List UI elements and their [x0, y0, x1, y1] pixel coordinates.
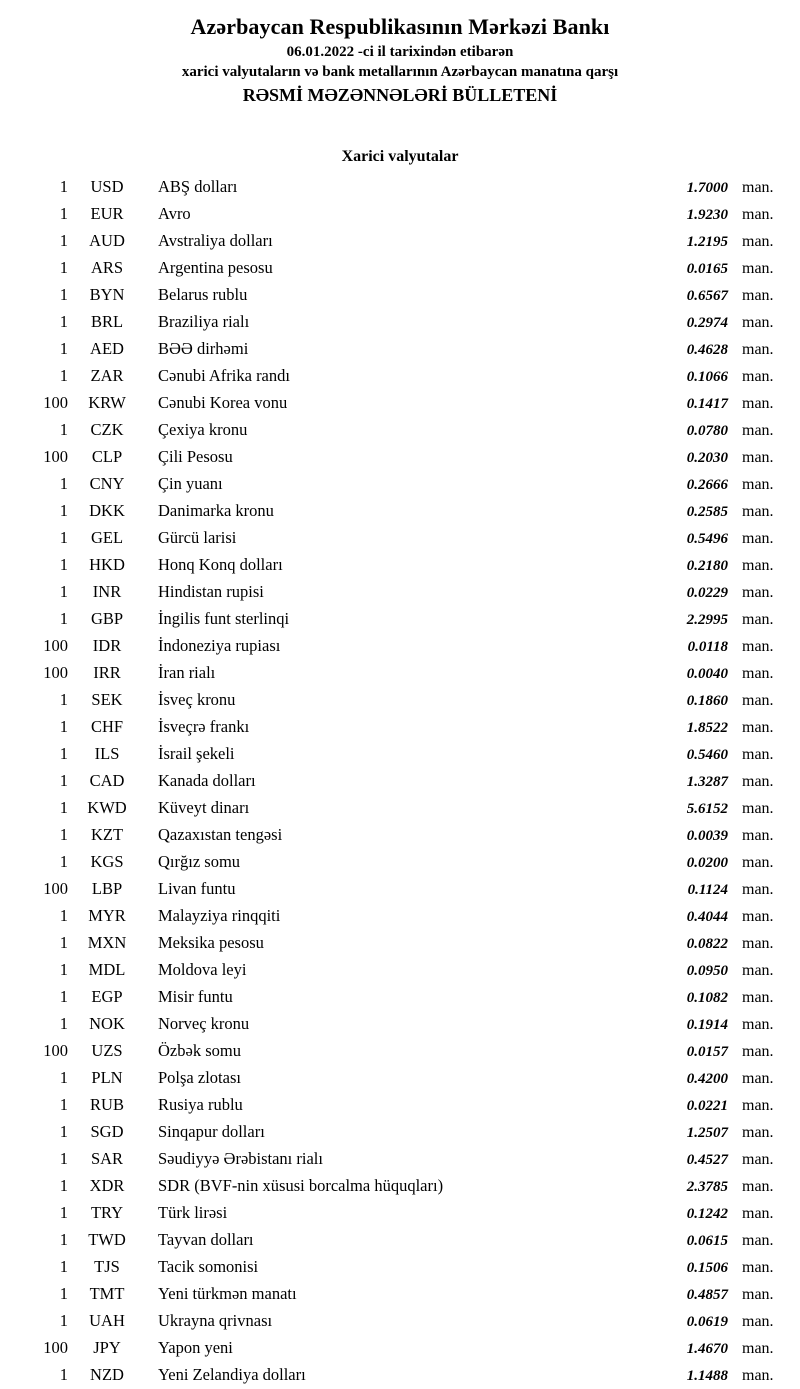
row-unit: man.	[742, 260, 774, 277]
row-rate: 0.4200	[686, 1071, 728, 1087]
row-unit: man.	[742, 422, 774, 439]
table-row	[0, 768, 800, 795]
row-rate: 1.7000	[686, 180, 728, 196]
row-amount: 1	[59, 1122, 68, 1141]
row-code: KRW	[88, 393, 126, 412]
row-rate: 0.2180	[686, 558, 728, 574]
row-rate: 0.0780	[686, 423, 728, 439]
table-row	[0, 525, 800, 552]
row-unit: man.	[742, 1340, 774, 1357]
table-row	[0, 984, 800, 1011]
row-amount: 1	[59, 312, 68, 331]
row-rate: 1.4670	[686, 1341, 728, 1357]
document-subtitle: xarici valyutaların və bank metallarının Azərbaycan manatına qarşı	[181, 64, 619, 80]
row-code: CHF	[90, 717, 124, 736]
table-row	[0, 282, 800, 309]
row-rate: 0.6567	[686, 288, 728, 304]
row-unit: man.	[742, 395, 774, 412]
row-code: SAR	[90, 1149, 124, 1168]
row-name: Ukrayna qrivnası	[158, 1311, 273, 1330]
row-rate: 0.4527	[686, 1152, 728, 1168]
row-amount: 1	[59, 1014, 68, 1033]
row-code: ARS	[90, 258, 124, 277]
row-unit: man.	[742, 341, 774, 358]
row-name: Yeni türkmən manatı	[158, 1284, 297, 1303]
row-code: NOK	[89, 1014, 125, 1033]
table-row	[0, 1065, 800, 1092]
row-amount: 1	[59, 366, 68, 385]
row-unit: man.	[742, 1205, 774, 1222]
row-amount: 1	[59, 339, 68, 358]
table-row	[0, 1254, 800, 1281]
row-code: CLP	[91, 447, 123, 466]
row-unit: man.	[742, 1313, 774, 1330]
row-rate: 0.1417	[686, 396, 728, 412]
row-rate: 0.4628	[686, 342, 728, 358]
row-rate: 0.1082	[686, 990, 728, 1006]
table-row	[0, 471, 800, 498]
row-unit: man.	[742, 1124, 774, 1141]
row-rate: 0.0822	[686, 936, 728, 952]
row-code: KGS	[90, 852, 124, 871]
row-amount: 1	[59, 555, 68, 574]
row-code: EGP	[91, 987, 123, 1006]
row-name: Küveyt dinarı	[158, 798, 250, 817]
row-unit: man.	[742, 530, 774, 547]
table-row	[0, 1281, 800, 1308]
table-row	[0, 363, 800, 390]
row-unit: man.	[742, 827, 774, 844]
row-rate: 0.0039	[686, 828, 728, 844]
row-name: Cənubi Afrika randı	[158, 366, 290, 385]
row-name: Çexiya kronu	[158, 420, 248, 439]
row-rate: 0.0118	[687, 639, 728, 655]
exchange-rates-table	[0, 174, 800, 1389]
row-name: İsrail şekeli	[158, 744, 235, 763]
table-row	[0, 741, 800, 768]
table-row	[0, 687, 800, 714]
table-row	[0, 822, 800, 849]
row-rate: 0.5496	[686, 531, 728, 547]
row-rate: 0.2585	[686, 504, 728, 520]
row-rate: 0.4044	[686, 909, 728, 925]
row-unit: man.	[742, 1043, 774, 1060]
row-unit: man.	[742, 233, 774, 250]
row-rate: 0.5460	[686, 747, 728, 763]
row-name: Özbək somu	[158, 1041, 241, 1060]
row-code: KWD	[87, 798, 127, 817]
table-row	[0, 1173, 800, 1200]
table-row	[0, 444, 800, 471]
row-rate: 1.9230	[686, 207, 728, 223]
table-row	[0, 174, 800, 201]
row-name: Meksika pesosu	[158, 933, 264, 952]
table-row	[0, 201, 800, 228]
row-code: AED	[90, 339, 124, 358]
table-row	[0, 228, 800, 255]
row-name: Qırğız somu	[158, 852, 241, 871]
row-unit: man.	[742, 1367, 774, 1384]
table-row	[0, 552, 800, 579]
row-unit: man.	[742, 854, 774, 871]
row-code: IRR	[93, 663, 121, 682]
row-code: NZD	[90, 1365, 124, 1384]
bank-title: Azərbaycan Respublikasının Mərkəzi Bankı	[190, 14, 610, 39]
row-unit: man.	[742, 935, 774, 952]
table-row	[0, 255, 800, 282]
row-name: Tacik somonisi	[158, 1257, 259, 1276]
row-rate: 0.1860	[686, 693, 728, 709]
row-code: CNY	[89, 474, 125, 493]
bulletin-heading: RƏSMİ MƏZƏNNƏLƏRİ BÜLLETENİ	[242, 85, 558, 105]
row-unit: man.	[742, 368, 774, 385]
row-unit: man.	[742, 1016, 774, 1033]
row-unit: man.	[742, 746, 774, 763]
row-rate: 0.0221	[686, 1098, 728, 1114]
row-name: İsveçrə frankı	[158, 717, 250, 736]
row-unit: man.	[742, 287, 774, 304]
table-row	[0, 1227, 800, 1254]
row-amount: 1	[59, 231, 68, 250]
row-amount: 1	[59, 204, 68, 223]
row-amount: 1	[59, 420, 68, 439]
row-name: Hindistan rupisi	[158, 582, 264, 601]
row-code: TJS	[94, 1257, 120, 1276]
table-row	[0, 309, 800, 336]
row-code: UAH	[89, 1311, 125, 1330]
row-amount: 100	[43, 447, 68, 466]
row-unit: man.	[742, 638, 774, 655]
row-name: Yapon yeni	[158, 1338, 233, 1357]
row-amount: 1	[59, 987, 68, 1006]
table-row	[0, 957, 800, 984]
row-name: Cənubi Korea vonu	[158, 393, 288, 412]
row-code: CZK	[90, 420, 124, 439]
row-rate: 1.8522	[686, 720, 728, 736]
row-unit: man.	[742, 1178, 774, 1195]
row-unit: man.	[742, 179, 774, 196]
row-code: SEK	[91, 690, 123, 709]
table-row	[0, 1092, 800, 1119]
row-amount: 100	[43, 663, 68, 682]
row-rate: 0.1914	[686, 1017, 728, 1033]
row-rate: 0.2974	[686, 315, 728, 331]
row-amount: 1	[59, 798, 68, 817]
table-row	[0, 498, 800, 525]
row-amount: 1	[59, 1230, 68, 1249]
row-unit: man.	[742, 1259, 774, 1276]
table-row	[0, 633, 800, 660]
table-row	[0, 1011, 800, 1038]
row-name: Malayziya rinqqiti	[158, 906, 281, 925]
row-name: Belarus rublu	[158, 285, 248, 304]
row-rate: 1.2195	[686, 234, 728, 250]
row-amount: 1	[59, 1095, 68, 1114]
row-rate: 1.2507	[686, 1125, 728, 1141]
row-code: ZAR	[90, 366, 124, 385]
table-row	[0, 876, 800, 903]
row-amount: 1	[59, 474, 68, 493]
table-row	[0, 1146, 800, 1173]
row-amount: 1	[59, 501, 68, 520]
row-amount: 1	[59, 771, 68, 790]
row-code: CAD	[89, 771, 125, 790]
row-code: AUD	[89, 231, 125, 250]
row-rate: 0.0619	[686, 1314, 728, 1330]
row-code: RUB	[90, 1095, 124, 1114]
row-unit: man.	[742, 908, 774, 925]
table-row	[0, 1335, 800, 1362]
row-amount: 1	[59, 933, 68, 952]
row-rate: 0.0229	[686, 585, 728, 601]
row-rate: 0.0157	[686, 1044, 728, 1060]
table-row	[0, 1200, 800, 1227]
row-code: EUR	[90, 204, 124, 223]
row-code: IDR	[92, 636, 122, 655]
row-code: SGD	[90, 1122, 124, 1141]
row-name: Çili Pesosu	[158, 447, 233, 466]
row-rate: 0.1506	[686, 1260, 728, 1276]
row-name: BƏƏ dirhəmi	[158, 339, 249, 358]
row-rate: 0.0165	[686, 261, 728, 277]
row-amount: 100	[43, 1338, 68, 1357]
row-rate: 1.1488	[686, 1368, 728, 1384]
row-unit: man.	[742, 557, 774, 574]
row-name: SDR (BVF-nin xüsusi borcalma hüquqları)	[158, 1176, 444, 1195]
row-rate: 0.0615	[686, 1233, 728, 1249]
row-code: UZS	[91, 1041, 123, 1060]
row-code: KZT	[90, 825, 124, 844]
row-unit: man.	[742, 665, 774, 682]
row-unit: man.	[742, 881, 774, 898]
table-row	[0, 1362, 800, 1389]
row-name: Argentina pesosu	[158, 258, 273, 277]
row-rate: 1.3287	[686, 774, 728, 790]
row-name: Danimarka kronu	[158, 501, 274, 520]
row-name: ABŞ dolları	[158, 177, 238, 196]
row-unit: man.	[742, 584, 774, 601]
table-row	[0, 417, 800, 444]
row-name: Moldova leyi	[158, 960, 247, 979]
row-name: Kanada dolları	[158, 771, 256, 790]
row-name: Çin yuanı	[158, 474, 223, 493]
row-unit: man.	[742, 1097, 774, 1114]
row-amount: 1	[59, 1149, 68, 1168]
row-amount: 1	[59, 1176, 68, 1195]
row-amount: 1	[59, 906, 68, 925]
row-name: Polşa zlotası	[158, 1068, 241, 1087]
section-title-foreign-currencies: Xarici valyutalar	[341, 148, 459, 165]
row-unit: man.	[742, 1232, 774, 1249]
row-amount: 100	[43, 879, 68, 898]
row-name: Avro	[158, 204, 191, 223]
table-row	[0, 606, 800, 633]
document-header	[0, 14, 800, 106]
row-name: Braziliya rialı	[158, 312, 250, 331]
table-row	[0, 930, 800, 957]
row-unit: man.	[742, 1286, 774, 1303]
exchange-rates-body	[0, 174, 800, 1389]
row-amount: 1	[59, 609, 68, 628]
row-code: BRL	[90, 312, 124, 331]
row-amount: 1	[59, 1365, 68, 1384]
row-amount: 1	[59, 717, 68, 736]
row-amount: 1	[59, 744, 68, 763]
row-amount: 1	[59, 1284, 68, 1303]
row-name: İran rialı	[158, 663, 216, 682]
table-row	[0, 579, 800, 606]
row-name: Türk lirəsi	[158, 1203, 228, 1222]
row-name: Norveç kronu	[158, 1014, 250, 1033]
row-amount: 1	[59, 582, 68, 601]
row-unit: man.	[742, 800, 774, 817]
effective-date-line: 06.01.2022 -ci il tarixindən etibarən	[286, 44, 514, 60]
row-rate: 2.3785	[686, 1179, 728, 1195]
table-row	[0, 1119, 800, 1146]
row-unit: man.	[742, 692, 774, 709]
row-rate: 5.6152	[686, 801, 728, 817]
row-name: Sinqapur dolları	[158, 1122, 265, 1141]
row-name: İsveç kronu	[158, 690, 236, 709]
row-name: Avstraliya dolları	[158, 231, 273, 250]
row-code: GEL	[90, 528, 124, 547]
row-rate: 0.2030	[686, 450, 728, 466]
row-code: LBP	[91, 879, 123, 898]
row-rate: 0.0950	[686, 963, 728, 979]
row-code: TMT	[89, 1284, 125, 1303]
row-rate: 0.1242	[686, 1206, 728, 1222]
table-row	[0, 903, 800, 930]
row-rate: 0.1066	[686, 369, 728, 385]
row-unit: man.	[742, 719, 774, 736]
row-unit: man.	[742, 1151, 774, 1168]
row-code: DKK	[89, 501, 125, 520]
row-code: PLN	[91, 1068, 123, 1087]
row-unit: man.	[742, 1070, 774, 1087]
table-row	[0, 390, 800, 417]
row-amount: 1	[59, 960, 68, 979]
table-row	[0, 336, 800, 363]
row-rate: 0.2666	[686, 477, 728, 493]
row-amount: 1	[59, 285, 68, 304]
row-amount: 1	[59, 1203, 68, 1222]
row-amount: 1	[59, 690, 68, 709]
row-amount: 1	[59, 1311, 68, 1330]
row-amount: 1	[59, 177, 68, 196]
table-row	[0, 660, 800, 687]
row-amount: 100	[43, 636, 68, 655]
row-code: XDR	[89, 1176, 125, 1195]
row-name: Livan funtu	[158, 879, 236, 898]
row-code: MDL	[88, 960, 126, 979]
table-row	[0, 849, 800, 876]
row-code: GBP	[90, 609, 124, 628]
table-row	[0, 795, 800, 822]
row-rate: 0.0200	[686, 855, 728, 871]
row-amount: 100	[43, 393, 68, 412]
row-unit: man.	[742, 476, 774, 493]
row-name: Rusiya rublu	[158, 1095, 243, 1114]
row-code: USD	[90, 177, 124, 196]
row-amount: 100	[43, 1041, 68, 1060]
row-code: INR	[92, 582, 122, 601]
row-unit: man.	[742, 503, 774, 520]
row-name: Honq Konq dolları	[158, 555, 283, 574]
row-unit: man.	[742, 611, 774, 628]
row-amount: 1	[59, 1257, 68, 1276]
table-row	[0, 1038, 800, 1065]
row-amount: 1	[59, 258, 68, 277]
row-code: TWD	[88, 1230, 126, 1249]
row-unit: man.	[742, 989, 774, 1006]
row-name: Tayvan dolları	[158, 1230, 254, 1249]
row-name: İngilis funt sterlinqi	[158, 609, 290, 628]
row-unit: man.	[742, 773, 774, 790]
row-amount: 1	[59, 528, 68, 547]
row-name: Misir funtu	[158, 987, 233, 1006]
row-unit: man.	[742, 449, 774, 466]
row-rate: 0.0040	[686, 666, 728, 682]
table-row	[0, 714, 800, 741]
row-rate: 0.4857	[686, 1287, 728, 1303]
row-rate: 2.2995	[686, 612, 728, 628]
row-code: HKD	[89, 555, 125, 574]
row-name: Qazaxıstan tengəsi	[158, 825, 283, 844]
row-amount: 1	[59, 1068, 68, 1087]
row-name: Yeni Zelandiya dolları	[158, 1365, 306, 1384]
row-code: MYR	[88, 906, 126, 925]
row-unit: man.	[742, 314, 774, 331]
row-amount: 1	[59, 852, 68, 871]
table-row	[0, 1308, 800, 1335]
row-code: BYN	[89, 285, 125, 304]
row-name: Səudiyyə Ərəbistanı rialı	[158, 1149, 323, 1168]
row-code: JPY	[93, 1338, 121, 1357]
row-code: ILS	[94, 744, 120, 763]
row-code: TRY	[90, 1203, 124, 1222]
row-unit: man.	[742, 962, 774, 979]
row-code: MXN	[87, 933, 127, 952]
row-name: Gürcü larisi	[158, 528, 237, 547]
row-rate: 0.1124	[687, 882, 728, 898]
row-amount: 1	[59, 825, 68, 844]
row-unit: man.	[742, 206, 774, 223]
row-name: İndoneziya rupiası	[158, 636, 281, 655]
